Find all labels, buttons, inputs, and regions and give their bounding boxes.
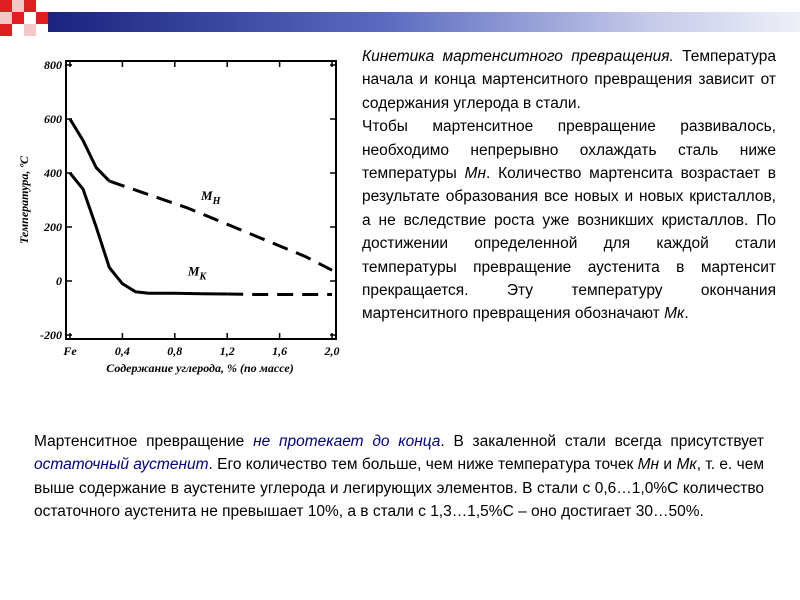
para2-text-2: . В закаленной стали всегда присутствует — [440, 433, 764, 450]
x-tick-label: 1,6 — [272, 344, 288, 358]
kinetics-text-3: . Количество мартенсита возрастает в результате образования все новых и новых кристаллов, а не вследствие роста уже возникших кристаллов. По достижении определенной для каждой стали температуры превращение аустенита в мартенсит прекращается. Эту температуру окончания мартенситного превращения обозначают — [362, 165, 776, 323]
deco-square-pink — [24, 24, 36, 36]
y-tick-label: 0 — [56, 274, 62, 288]
y-tick-label: -200 — [40, 328, 62, 342]
x-tick-label: Fe — [63, 344, 77, 358]
series-label — [187, 264, 208, 283]
deco-square-red — [0, 0, 12, 12]
highlight-residual-austenite: остаточный аустенит — [34, 456, 209, 474]
y-axis-title: Температура, ºС — [17, 156, 31, 244]
x-tick-label: 1,2 — [219, 344, 235, 358]
kinetics-paragraph — [362, 45, 776, 326]
series-label — [200, 188, 222, 207]
x-axis-title: Содержание углерода, % (по массе) — [106, 361, 294, 375]
series-label-subscript: К — [199, 271, 207, 283]
series-line-dashed — [227, 294, 332, 295]
series-line-solid — [70, 119, 109, 181]
series-line-dashed — [109, 181, 332, 270]
series-label-symbol: M — [201, 188, 213, 204]
x-tick-label: 0,4 — [114, 344, 130, 358]
mn-symbol: Мн — [637, 456, 660, 474]
para2-text-3: . Его количество тем больше, чем ниже температура точек — [208, 456, 638, 474]
mk-symbol: Мк — [664, 305, 685, 323]
y-tick-label: 200 — [44, 220, 62, 234]
kinetics-text-2: Чтобы мартенситное превращение развивалось, необходимо непрерывно охлаждать сталь ниже температуры — [362, 118, 776, 183]
series-label-symbol: M — [187, 263, 200, 279]
deco-square-pink — [0, 12, 12, 24]
deco-square-red — [24, 0, 36, 12]
para2-text-1: Мартенситное превращение — [34, 433, 254, 450]
x-tick-label: 2,0 — [324, 344, 340, 358]
y-tick-label: 600 — [44, 112, 62, 126]
deco-square-red — [36, 12, 48, 24]
title-bar-gradient — [48, 12, 800, 32]
y-tick-label: 400 — [44, 166, 62, 180]
kinetics-text-1: Температура начала и конца мартенситного превращения зависит от содержания углерода в стали. — [362, 48, 776, 112]
mn-symbol: Мн — [464, 165, 486, 183]
martensite-chart — [10, 55, 350, 385]
x-tick-label: 0,8 — [167, 344, 183, 358]
highlight-not-complete: не протекает до конца — [253, 433, 441, 450]
deco-square-red — [12, 12, 24, 24]
para2-text-5: , т. е. чем выше содержание в аустените углерода и легирующих элементов. В стали с 0,6…1,0%С количество остаточного аустенита не превышает 10%, а в стали с 1,3…1,5%С – оно достигает 30…50%. — [34, 456, 764, 521]
deco-square-pink — [12, 0, 24, 12]
series-label-subscript: Н — [212, 196, 221, 208]
para2-text-4: и — [659, 456, 677, 474]
mk-symbol: Мк — [676, 456, 697, 474]
residual-austenite-paragraph — [34, 430, 764, 524]
kinetics-title: Кинетика мартенситного превращения. — [362, 48, 674, 65]
kinetics-text-4: . — [684, 305, 689, 323]
y-tick-label: 800 — [44, 58, 62, 72]
deco-square-red — [0, 24, 12, 36]
